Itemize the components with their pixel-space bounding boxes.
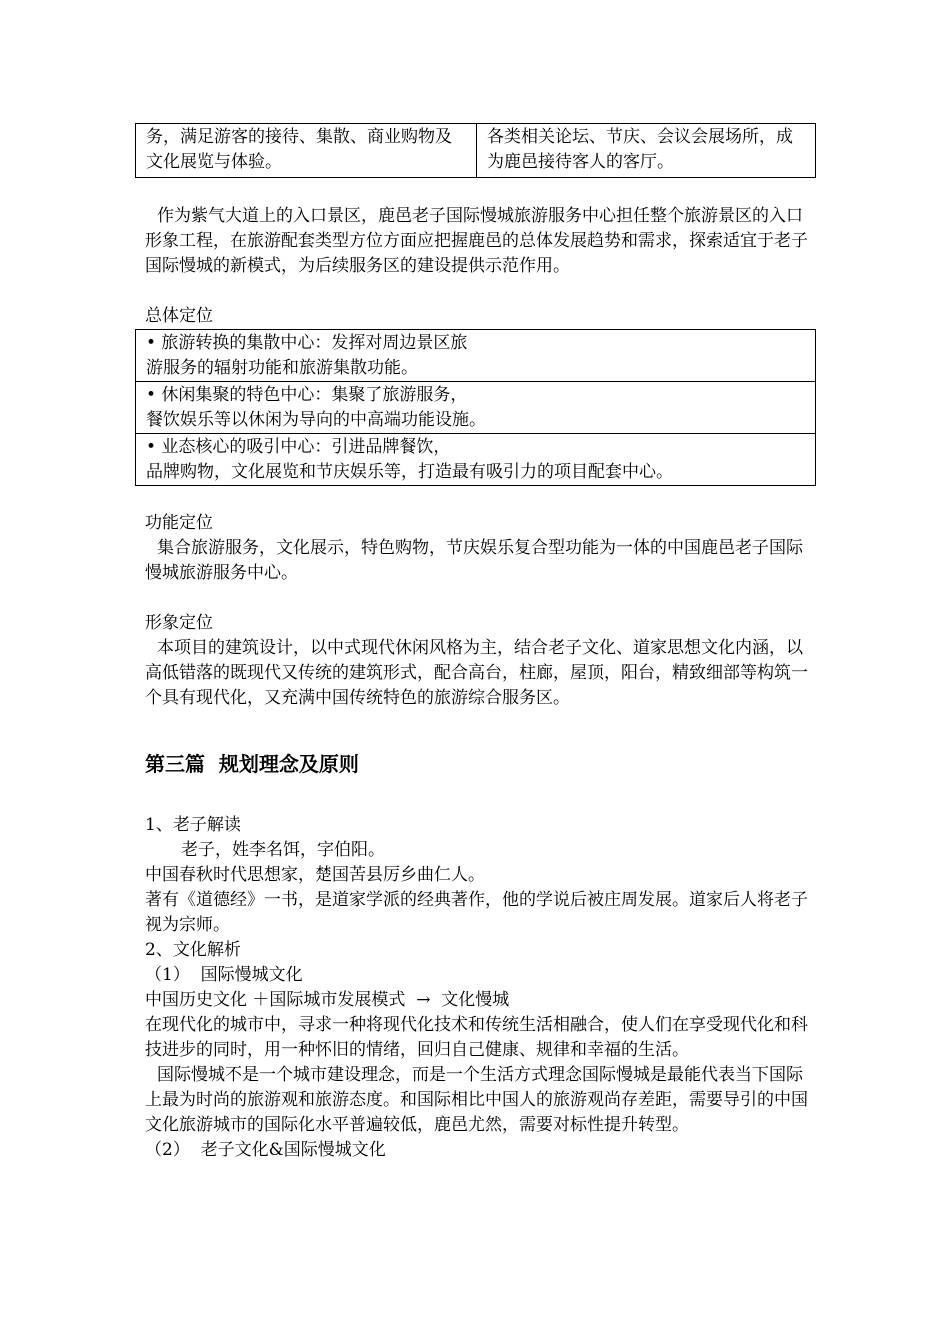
- formula-line: 中国历史文化 ＋国际城市发展模式 → 文化慢城: [145, 990, 510, 1010]
- image-positioning-label: 形象定位: [145, 613, 213, 633]
- section-title: 1、老子解读: [145, 815, 241, 835]
- table-cell: 务，满足游客的接待、集散、商业购物及文化展览与体验。: [136, 124, 477, 178]
- section-paragraph: 在现代化的城市中，寻求一种将现代化技术和传统生活相融合，使人们在享受现代化和科技进步的同时，用一种怀旧的情绪，回归自己健康、规律和幸福的生活。: [145, 1015, 808, 1060]
- table-cell: [136, 434, 816, 486]
- section-line: 中国春秋时代思想家，楚国苦县厉乡曲仁人。: [145, 865, 485, 885]
- bullet-line: • 旅游转换的集散中心：发挥对周边景区旅: [146, 333, 468, 353]
- subsection-title: （2） 老子文化&国际慢城文化: [145, 1140, 386, 1160]
- intro-paragraph: 作为紫气大道上的入口景区，鹿邑老子国际慢城旅游服务中心担任整个旅游景区的入口形象工程，在旅游配套类型方位方面应把握鹿邑的总体发展趋势和需求，探索适宜于老子国际慢城的新模式，为后续服务区的建设提供示范作用。: [145, 206, 808, 276]
- overall-positioning-table: [135, 329, 816, 486]
- function-positioning-label: 功能定位: [145, 513, 213, 533]
- image-positioning-text: 本项目的建筑设计，以中式现代休闲风格为主，结合老子文化、道家思想文化内涵，以高低错落的既现代又传统的建筑形式，配合高台，柱廊，屋顶，阳台，精致细部等构筑一个具有现代化，又充满中国传统特色的旅游综合服务区。: [145, 638, 808, 708]
- section-line: 著有《道德经》一书，是道家学派的经典著作，他的学说后被庄周发展。道家后人将老子视为宗师。: [145, 890, 808, 935]
- bullet-line: • 休闲集聚的特色中心：集聚了旅游服务，: [146, 385, 468, 405]
- top-table: [135, 123, 816, 178]
- function-positioning-text: 集合旅游服务，文化展示，特色购物，节庆娱乐复合型功能为一体的中国鹿邑老子国际慢城旅游服务中心。: [145, 538, 803, 583]
- document-content: [145, 123, 815, 1163]
- section-paragraph: 国际慢城不是一个城市建设理念，而是一个生活方式理念国际慢城是最能代表当下国际上最为时尚的旅游观和旅游态度。和国际相比中国人的旅游观尚存差距，需要导引的中国文化旅游城市的国际化水平普遍较低，鹿邑尤然，需要对标性提升转型。: [145, 1065, 808, 1135]
- bullet-line-continuation: 游服务的辐射功能和旅游集散功能。: [146, 358, 418, 378]
- table-cell: [136, 382, 816, 434]
- table-row: [136, 330, 816, 382]
- section-line: 老子，姓李名饵，字伯阳。: [181, 840, 385, 860]
- table-row: [136, 382, 816, 434]
- table-row: [136, 124, 816, 178]
- subsection-title: （1） 国际慢城文化: [145, 965, 303, 985]
- chapter-heading: 第三篇 规划理念及原则: [145, 752, 359, 776]
- section-title: 2、文化解析: [145, 940, 241, 960]
- bullet-line-continuation: 餐饮娱乐等以休闲为导向的中高端功能设施。: [146, 410, 486, 430]
- table-cell: 各类相关论坛、节庆、会议会展场所，成为鹿邑接待客人的客厅。: [477, 124, 816, 178]
- table-row: [136, 434, 816, 486]
- bullet-line: • 业态核心的吸引中心：引进品牌餐饮，: [146, 437, 451, 457]
- bullet-line-continuation: 品牌购物，文化展览和节庆娱乐等，打造最有吸引力的项目配套中心。: [146, 462, 673, 482]
- overall-positioning-label: 总体定位: [145, 306, 213, 326]
- table-cell: [136, 330, 816, 382]
